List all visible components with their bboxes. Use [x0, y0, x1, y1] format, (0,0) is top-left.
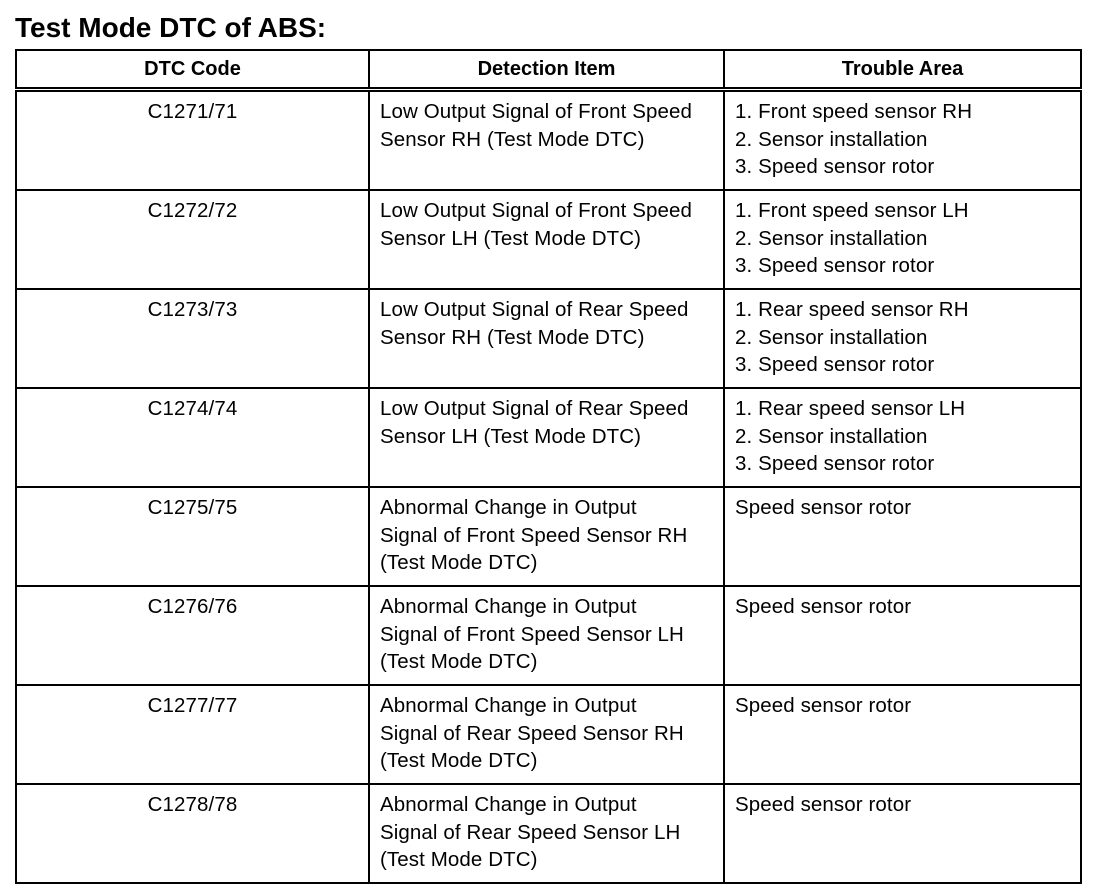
trouble-area-cell — [724, 487, 1081, 586]
detection-item-line: (Test Mode DTC) — [380, 551, 538, 574]
header-trouble-area: Trouble Area — [724, 50, 1081, 90]
dtc-code-cell: C1271/71 — [16, 90, 369, 191]
detection-item-cell — [369, 190, 724, 289]
dtc-code-cell: C1272/72 — [16, 190, 369, 289]
detection-item-line: Sensor RH (Test Mode DTC) — [380, 127, 645, 151]
detection-item-line: Sensor LH (Test Mode DTC) — [380, 226, 642, 250]
trouble-area-line: Speed sensor rotor — [735, 496, 912, 519]
detection-item-line: (Test Mode DTC) — [380, 650, 538, 673]
table-row — [16, 487, 1081, 586]
detection-item-line: Low Output Signal of Front Speed — [380, 199, 693, 222]
trouble-area-line: Speed sensor rotor — [735, 694, 912, 717]
trouble-area-line: 1. Rear speed sensor LH — [735, 397, 966, 420]
dtc-code-cell: C1273/73 — [16, 289, 369, 388]
dtc-code-cell: C1277/77 — [16, 685, 369, 784]
trouble-area-cell — [724, 784, 1081, 883]
table-row — [16, 685, 1081, 784]
table-row — [16, 784, 1081, 883]
header-detection-item: Detection Item — [369, 50, 724, 90]
dtc-code-cell: C1274/74 — [16, 388, 369, 487]
table-row — [16, 289, 1081, 388]
trouble-area-line: 3. Speed sensor rotor — [735, 254, 935, 277]
table-row — [16, 190, 1081, 289]
trouble-area-cell — [724, 685, 1081, 784]
detection-item-line: Low Output Signal of Front Speed — [380, 100, 693, 123]
detection-item-cell — [369, 487, 724, 586]
detection-item-line: Signal of Rear Speed Sensor RH — [380, 721, 684, 745]
trouble-area-line: 1. Front speed sensor RH — [735, 100, 973, 123]
detection-item-line: (Test Mode DTC) — [380, 848, 538, 871]
trouble-area-line: 2. Sensor installation — [735, 424, 928, 448]
trouble-area-line: 2. Sensor installation — [735, 127, 928, 151]
trouble-area-line: 3. Speed sensor rotor — [735, 452, 935, 475]
trouble-area-line: 1. Front speed sensor LH — [735, 199, 969, 222]
detection-item-line: Abnormal Change in Output — [380, 694, 637, 717]
trouble-area-cell — [724, 190, 1081, 289]
detection-item-cell — [369, 784, 724, 883]
detection-item-line: Abnormal Change in Output — [380, 496, 637, 519]
detection-item-line: Signal of Front Speed Sensor RH — [380, 523, 688, 547]
detection-item-cell — [369, 388, 724, 487]
detection-item-cell — [369, 289, 724, 388]
table-header — [16, 50, 1081, 90]
page-title: Test Mode DTC of ABS: — [15, 12, 327, 43]
table-body — [16, 90, 1081, 884]
trouble-area-cell — [724, 90, 1081, 191]
detection-item-line: Signal of Front Speed Sensor LH — [380, 622, 684, 646]
detection-item-cell — [369, 90, 724, 191]
trouble-area-line: 2. Sensor installation — [735, 325, 928, 349]
detection-item-cell — [369, 586, 724, 685]
detection-item-line: Sensor RH (Test Mode DTC) — [380, 325, 645, 349]
trouble-area-line: Speed sensor rotor — [735, 793, 912, 816]
trouble-area-cell — [724, 289, 1081, 388]
detection-item-line: Abnormal Change in Output — [380, 793, 637, 816]
dtc-code-cell: C1278/78 — [16, 784, 369, 883]
detection-item-line: (Test Mode DTC) — [380, 749, 538, 772]
table-row — [16, 388, 1081, 487]
detection-item-line: Low Output Signal of Rear Speed — [380, 298, 689, 321]
trouble-area-line: 2. Sensor installation — [735, 226, 928, 250]
dtc-code-cell: C1275/75 — [16, 487, 369, 586]
detection-item-line: Sensor LH (Test Mode DTC) — [380, 424, 642, 448]
dtc-code-cell: C1276/76 — [16, 586, 369, 685]
trouble-area-line: Speed sensor rotor — [735, 595, 912, 618]
trouble-area-cell — [724, 586, 1081, 685]
header-row — [16, 50, 1081, 90]
table-row — [16, 586, 1081, 685]
detection-item-line: Signal of Rear Speed Sensor LH — [380, 820, 681, 844]
trouble-area-line: 3. Speed sensor rotor — [735, 155, 935, 178]
table-row — [16, 90, 1081, 191]
detection-item-line: Low Output Signal of Rear Speed — [380, 397, 689, 420]
detection-item-cell — [369, 685, 724, 784]
dtc-table — [15, 49, 1082, 884]
header-dtc-code: DTC Code — [16, 50, 369, 90]
trouble-area-cell — [724, 388, 1081, 487]
trouble-area-line: 1. Rear speed sensor RH — [735, 298, 969, 321]
detection-item-line: Abnormal Change in Output — [380, 595, 637, 618]
trouble-area-line: 3. Speed sensor rotor — [735, 353, 935, 376]
